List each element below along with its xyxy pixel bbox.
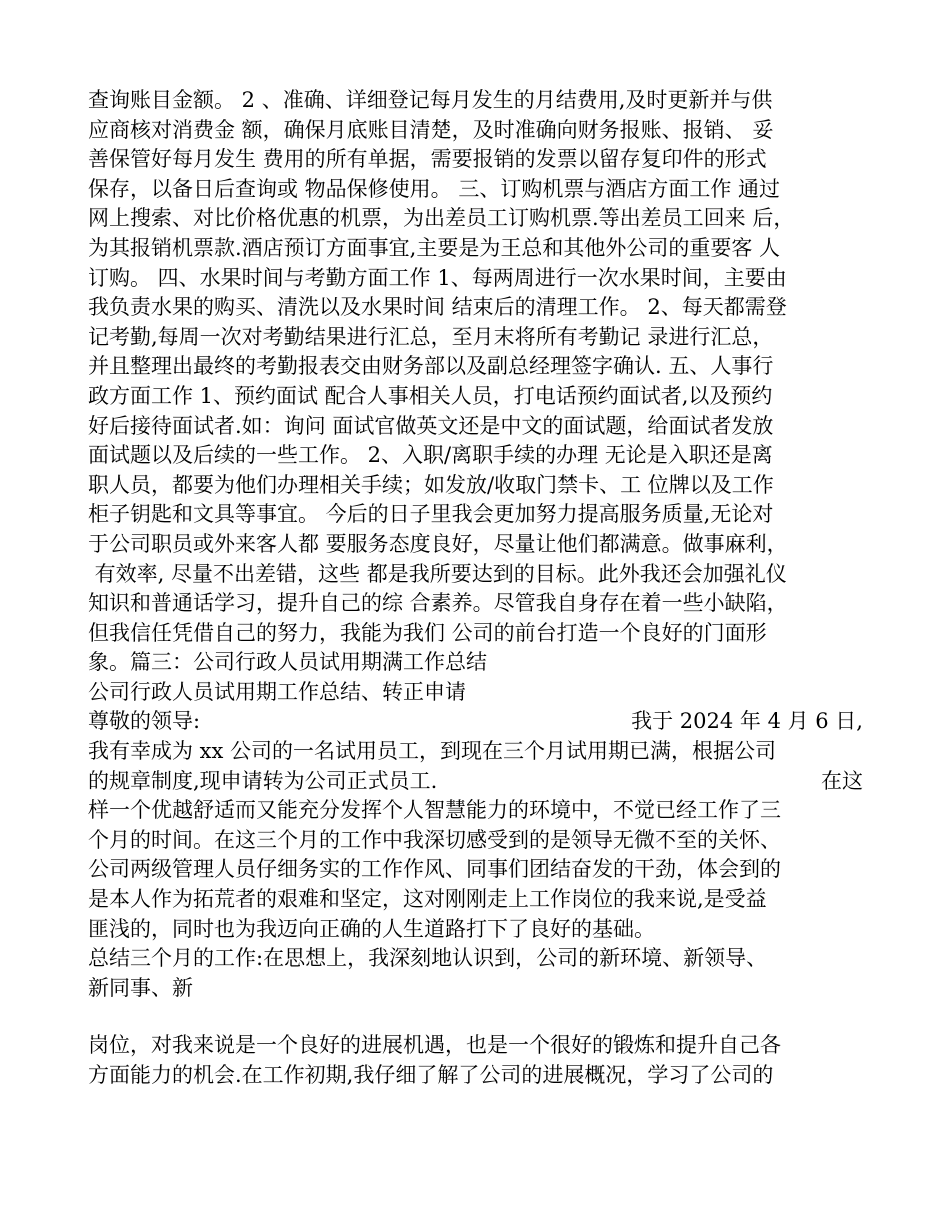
application-text: 的规章制度,现申请转为公司正式员工. [88,768,438,793]
text-line: 公司两级管理人员仔细务实的工作作风、同事们团结奋发的干劲，体会到的 [88,857,781,882]
text-line: 善保管好每月发生 费用的所有单据，需要报销的发票以留存复印件的形式 [88,147,767,172]
text-line: 好后接待面试者.如：询问 面试官做英文还是中文的面试题，给面试者发放 [88,413,774,438]
text-line: 总结三个月的工作:在思想上，我深刻地认识到，公司的新环境、新领导、 [88,946,768,971]
text-line: 岗位，对我来说是一个良好的进展机遇，也是一个很好的锻炼和提升自己各 [88,1033,781,1058]
text-line: 应商核对消费金 额，确保月底账目清楚，及时准确向财务报账、报销、 妥 [88,117,774,142]
subtitle: 公司行政人员试用期工作总结、转正申请 [88,679,466,704]
text-line: 保存，以备日后查询或 物品保修使用。 三、订购机票与酒店方面工作 通过 [88,176,781,201]
text-line: 查询账目金额。 2 、准确、详细登记每月发生的月结费用,及时更新并与供 [88,88,773,112]
document-page [88,86,863,1091]
text-line: 象。篇三：公司行政人员试用期满工作总结 [88,650,487,675]
paragraph-block-3 [88,796,863,1003]
text-line: 知识和普通话学习，提升自己的综 合素养。尽管我自身存在着一些小缺陷， [88,591,788,616]
continuation-text: 在这 [821,768,863,793]
text-line: 但我信任凭借自己的努力，我能为我们 公司的前台打造一个良好的门面形 [88,620,767,645]
text-line: 匪浅的，同时也为我迈向正确的人生道路打下了良好的基础。 [88,916,655,941]
text-line: 样一个优越舒适而又能充分发挥个人智慧能力的环境中，不觉已经工作了三 [88,798,781,823]
text-line: 方面能力的机会.在工作初期,我仔细了解了公司的进展概况，学习了公司的 [88,1063,774,1087]
text-line: 网上搜索、对比价格优惠的机票，为出差员工订购机票.等出差员工回来 后， [88,206,795,231]
paragraph-gap [88,1003,863,1031]
paragraph-block-4 [88,1031,863,1090]
salutation: 尊敬的领导: [88,709,201,734]
text-line: 面试题以及后续的一些工作。 2、入职/离职手续的办理 无论是入职还是离 [88,443,773,468]
start-date-text: 我于 2024 年 4 月 6 日, [631,709,863,734]
application-line [88,767,863,797]
text-line: 并且整理出最终的考勤报表交由财务部以及副总经理签字确认. 五、人事行 [88,354,774,379]
text-line: 新同事、新 [88,975,193,1000]
text-line: 记考勤,每周一次对考勤结果进行汇总，至月末将所有考勤记 录进行汇总， [88,324,774,349]
text-line: 政方面工作 1、预约面试 配合人事相关人员，打电话预约面试者,以及预约 [88,383,773,408]
text-line: 于公司职员或外来客人都 要服务态度良好，尽量让他们都满意。做事麻利， [88,531,788,556]
paragraph-block-1 [88,86,863,678]
text-line: 职人员，都要为他们办理相关手续；如发放/收取门禁卡、工 位牌以及工作 [88,472,774,497]
salutation-line [88,707,863,737]
text-line: 个月的时间。在这三个月的工作中我深切感受到的是领导无微不至的关怀、 [88,827,781,852]
text-line: 是本人作为拓荒者的艰难和坚定，这对刚刚走上工作岗位的我来说,是受益 [88,887,767,912]
text-line: 柜子钥匙和文具等事宜。 今后的日子里我会更加努力提高服务质量,无论对 [88,502,774,527]
text-line: 订购。 四、水果时间与考勤方面工作 1、每两周进行一次水果时间，主要由 [88,265,787,290]
text-line: 有效率, 尽量不出差错，这些 都是我所要达到的目标。此外我还会加强礼仪 [88,561,787,586]
text-line: 我有幸成为 xx 公司的一名试用员工，到现在三个月试用期已满，根据公司 [88,739,777,764]
text-line: 我负责水果的购买、清洗以及水果时间 结束后的清理工作。 2、每天都需登 [88,295,787,320]
text-line: 为其报销机票款.酒店预订方面事宜,主要是为王总和其他外公司的重要客 人 [88,235,781,260]
